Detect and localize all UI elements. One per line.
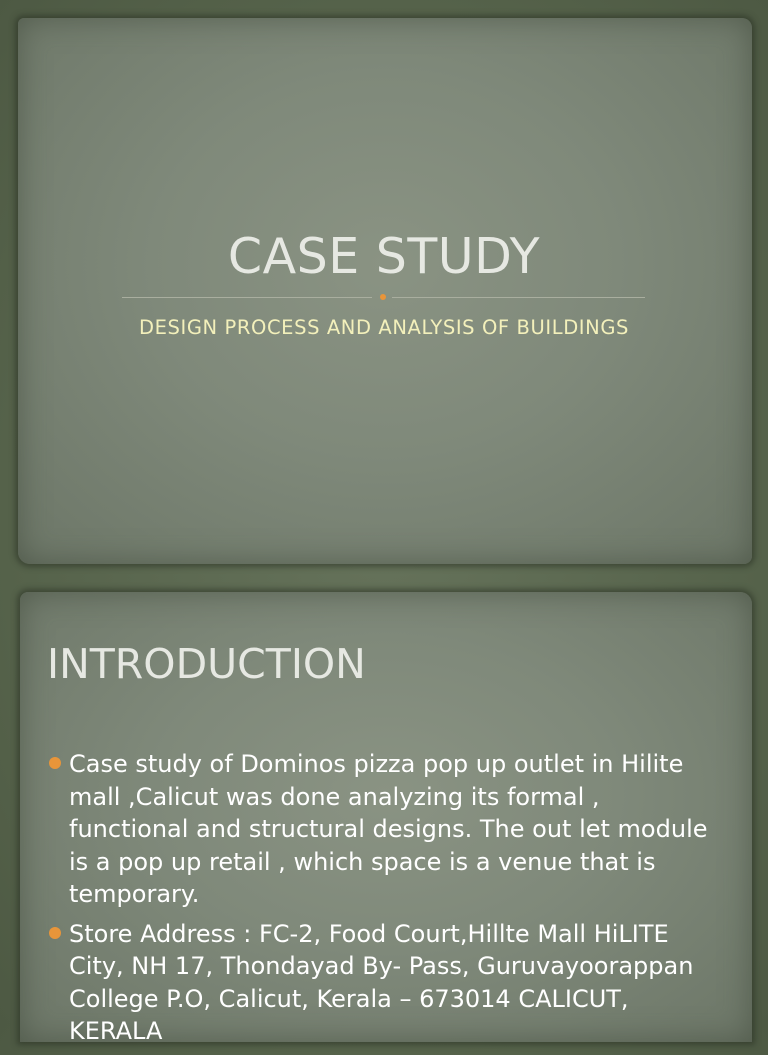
introduction-heading: INTRODUCTION	[47, 640, 366, 688]
slide-title: CASE STUDY	[227, 228, 541, 285]
slide-subtitle: DESIGN PROCESS AND ANALYSIS OF BUILDINGS	[138, 316, 630, 339]
bullet-item	[46, 748, 716, 911]
introduction-bullet-list	[46, 748, 716, 1055]
divider-dot-icon	[380, 294, 386, 300]
title-divider-left	[122, 297, 372, 298]
title-slide	[18, 18, 752, 564]
bullet-item	[46, 918, 716, 1048]
bullet-dot-icon	[49, 757, 61, 769]
bullet-text: Store Address : FC-2, Food Court,Hillte Mall HiLITE City, NH 17, Thondayad By- Pass, Guruvayoorappan College P.O, Calicut, Kerala – 673014 CALICUT, KERALA	[69, 919, 694, 1045]
title-divider-right	[392, 297, 645, 298]
bullet-dot-icon	[49, 927, 61, 939]
bullet-text: Case study of Dominos pizza pop up outlet in Hilite mall ,Calicut was done analyzing its formal , functional and structural designs. The out let module is a pop up retail , which space is a venue that is temporary.	[69, 750, 708, 908]
